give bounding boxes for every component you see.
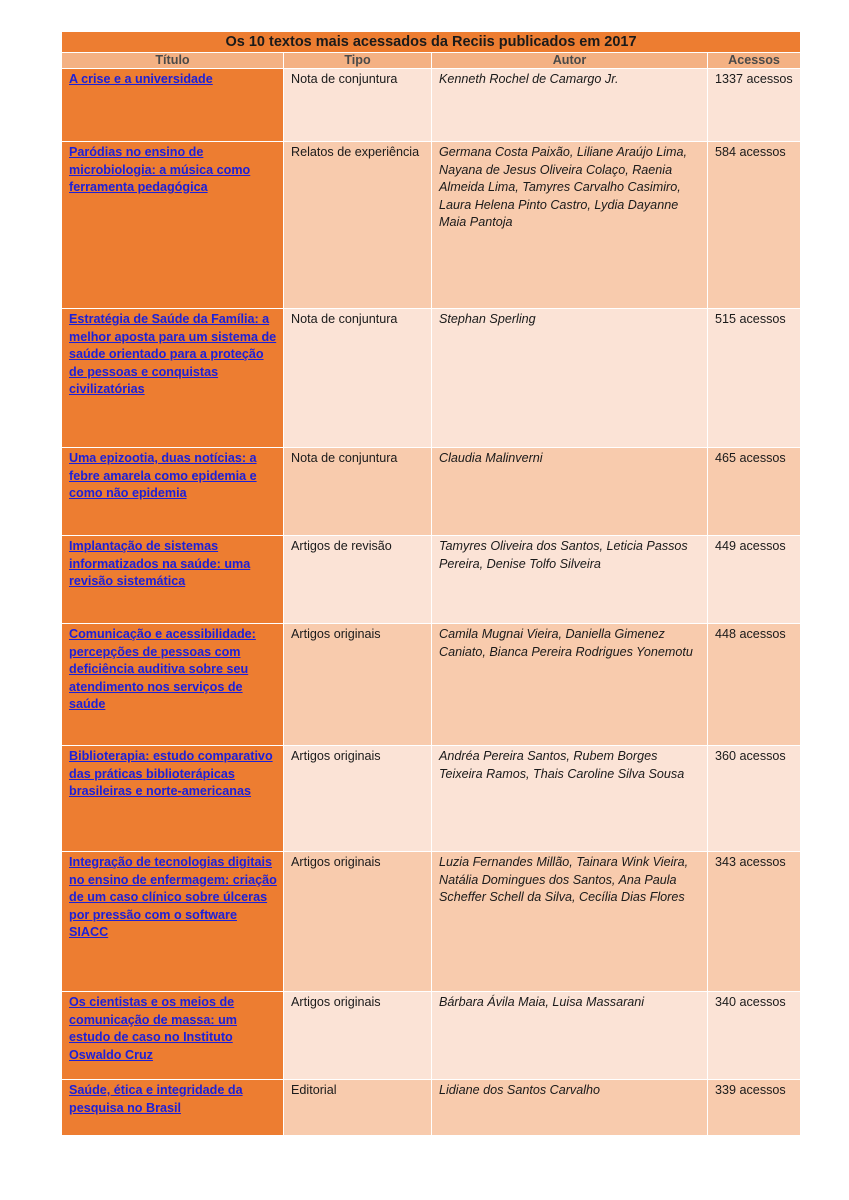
table-header-row: [62, 53, 801, 69]
tipo-cell: Nota de conjuntura: [284, 309, 432, 448]
table-row: [62, 746, 801, 852]
title-cell: [62, 746, 284, 852]
article-link[interactable]: Estratégia de Saúde da Família: a melhor aposta para um sistema de saúde orientado para a proteção de pessoas e conquistas civilizatórias: [69, 312, 277, 396]
table-row: [62, 448, 801, 536]
tipo-cell: Nota de conjuntura: [284, 448, 432, 536]
article-link[interactable]: A crise e a universidade: [69, 72, 213, 86]
autor-cell: Kenneth Rochel de Camargo Jr.: [432, 69, 708, 142]
column-header-tipo: Tipo: [284, 53, 432, 69]
tipo-cell: Artigos originais: [284, 746, 432, 852]
autor-cell: Lidiane dos Santos Carvalho: [432, 1080, 708, 1136]
acessos-cell: 515 acessos: [708, 309, 801, 448]
column-header-titulo: Título: [62, 53, 284, 69]
autor-cell: Germana Costa Paixão, Liliane Araújo Lima, Nayana de Jesus Oliveira Colaço, Raenia Almeida Lima, Tamyres Carvalho Casimiro, Laura Helena Pinto Castro, Lydia Dayanne Maia Pantoja: [432, 142, 708, 309]
title-cell: [62, 69, 284, 142]
tipo-cell: Artigos originais: [284, 852, 432, 992]
autor-cell: Claudia Malinverni: [432, 448, 708, 536]
acessos-cell: 449 acessos: [708, 536, 801, 624]
autor-cell: Luzia Fernandes Millão, Tainara Wink Vieira, Natália Domingues dos Santos, Ana Paula Scheffer Schell da Silva, Cecília Dias Flores: [432, 852, 708, 992]
acessos-cell: 343 acessos: [708, 852, 801, 992]
table-row: [62, 992, 801, 1080]
article-link[interactable]: Integração de tecnologias digitais no ensino de enfermagem: criação de um caso clínico sobre úlceras por pressão com o software SIACC: [69, 855, 277, 939]
table-row: [62, 536, 801, 624]
article-link[interactable]: Saúde, ética e integridade da pesquisa no Brasil: [69, 1083, 243, 1115]
article-link[interactable]: Paródias no ensino de microbiologia: a música como ferramenta pedagógica: [69, 145, 251, 194]
title-cell: [62, 624, 284, 746]
autor-cell: Bárbara Ávila Maia, Luisa Massarani: [432, 992, 708, 1080]
autor-cell: Camila Mugnai Vieira, Daniella Gimenez Caniato, Bianca Pereira Rodrigues Yonemotu: [432, 624, 708, 746]
title-cell: [62, 142, 284, 309]
title-cell: [62, 448, 284, 536]
tipo-cell: Artigos originais: [284, 624, 432, 746]
acessos-cell: 448 acessos: [708, 624, 801, 746]
tipo-cell: Editorial: [284, 1080, 432, 1136]
table-row: [62, 624, 801, 746]
title-cell: [62, 309, 284, 448]
table-row: [62, 1080, 801, 1136]
article-link[interactable]: Uma epizootia, duas notícias: a febre amarela como epidemia e como não epidemia: [69, 451, 257, 500]
title-cell: [62, 536, 284, 624]
table-row: [62, 69, 801, 142]
autor-cell: Tamyres Oliveira dos Santos, Leticia Passos Pereira, Denise Tolfo Silveira: [432, 536, 708, 624]
tipo-cell: Artigos de revisão: [284, 536, 432, 624]
tipo-cell: Relatos de experiência: [284, 142, 432, 309]
title-cell: [62, 852, 284, 992]
article-link[interactable]: Biblioterapia: estudo comparativo das práticas biblioterápicas brasileiras e norte-americanas: [69, 749, 273, 798]
column-header-acessos: Acessos: [708, 53, 801, 69]
tipo-cell: Artigos originais: [284, 992, 432, 1080]
column-header-autor: Autor: [432, 53, 708, 69]
article-link[interactable]: Comunicação e acessibilidade: percepções de pessoas com deficiência auditiva sobre seu atendimento nos serviços de saúde: [69, 627, 256, 711]
acessos-cell: 339 acessos: [708, 1080, 801, 1136]
table-row: [62, 309, 801, 448]
autor-cell: Andréa Pereira Santos, Rubem Borges Teixeira Ramos, Thais Caroline Silva Sousa: [432, 746, 708, 852]
acessos-cell: 465 acessos: [708, 448, 801, 536]
acessos-cell: 340 acessos: [708, 992, 801, 1080]
article-link[interactable]: Implantação de sistemas informatizados na saúde: uma revisão sistemática: [69, 539, 251, 588]
acessos-cell: 584 acessos: [708, 142, 801, 309]
acessos-cell: 360 acessos: [708, 746, 801, 852]
table-title-row: [62, 32, 801, 53]
tipo-cell: Nota de conjuntura: [284, 69, 432, 142]
table-row: [62, 852, 801, 992]
article-link[interactable]: Os cientistas e os meios de comunicação de massa: um estudo de caso no Instituto Oswaldo Cruz: [69, 995, 237, 1062]
title-cell: [62, 992, 284, 1080]
autor-cell: Stephan Sperling: [432, 309, 708, 448]
top-texts-table: [61, 31, 801, 1136]
table-title: Os 10 textos mais acessados da Reciis publicados em 2017: [62, 32, 801, 53]
acessos-cell: 1337 acessos: [708, 69, 801, 142]
title-cell: [62, 1080, 284, 1136]
table-row: [62, 142, 801, 309]
